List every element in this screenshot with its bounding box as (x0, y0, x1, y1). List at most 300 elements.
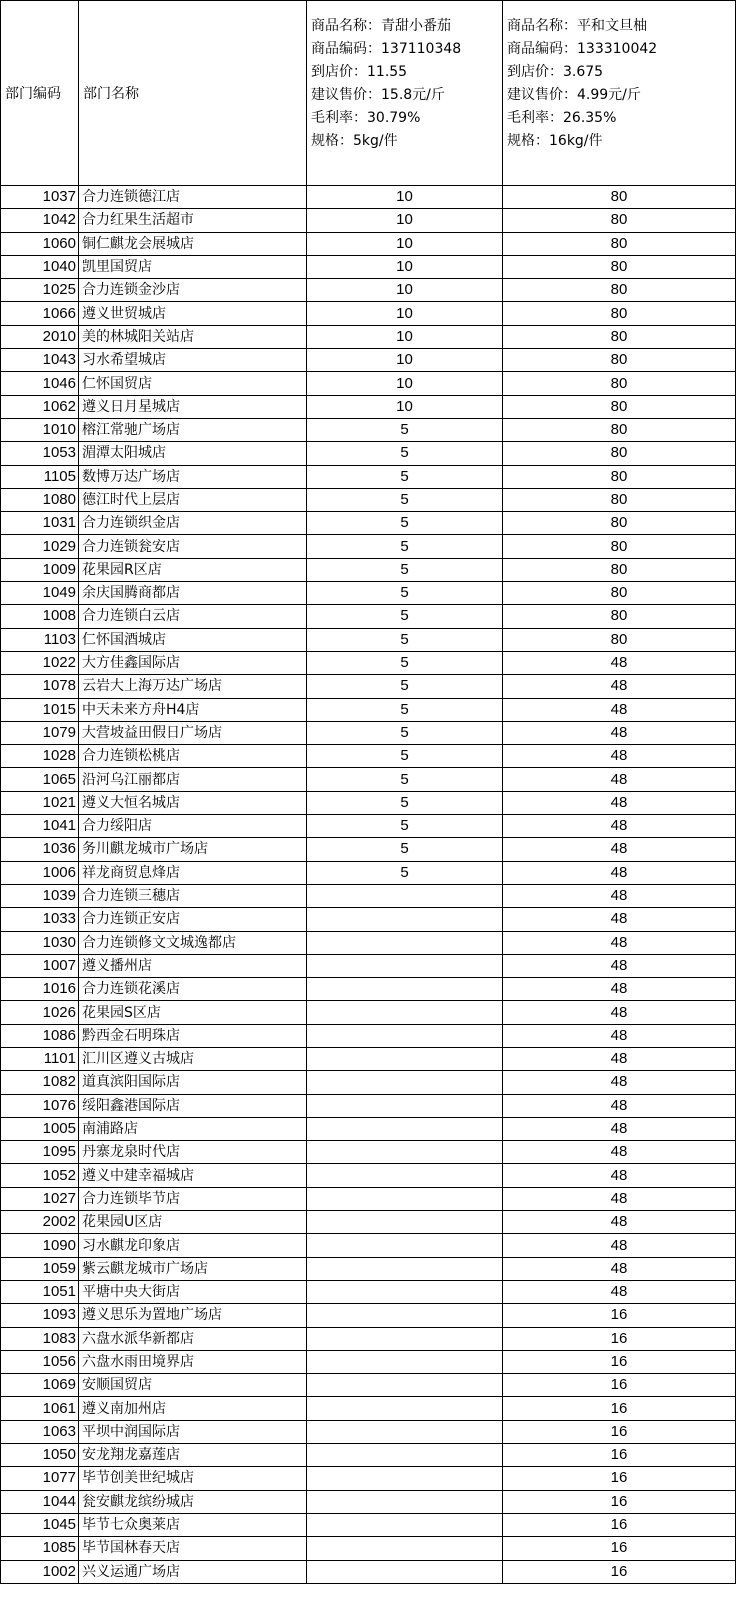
pomelo-qty-cell: 48 (503, 1024, 736, 1047)
tomato-qty-cell: 5 (307, 861, 503, 884)
pomelo-qty-cell: 48 (503, 1047, 736, 1070)
dept-name-cell: 花果园S区店 (79, 1001, 307, 1024)
pomelo-qty-cell: 16 (503, 1560, 736, 1583)
dept-name-cell: 瓮安麒龙缤纷城店 (79, 1490, 307, 1513)
dept-code-cell: 1026 (1, 1001, 79, 1024)
dept-name-cell: 合力连锁德江店 (79, 186, 307, 209)
dept-code-cell: 1056 (1, 1350, 79, 1373)
table-row (1, 675, 736, 698)
dept-code-cell: 1050 (1, 1444, 79, 1467)
dept-code-cell: 1025 (1, 279, 79, 302)
tomato-qty-cell (307, 978, 503, 1001)
dept-code-cell: 1062 (1, 395, 79, 418)
tomato-qty-cell (307, 931, 503, 954)
dept-name-cell: 合力连锁花溪店 (79, 978, 307, 1001)
dept-name-cell: 南浦路店 (79, 1117, 307, 1140)
pomelo-qty-cell: 48 (503, 1187, 736, 1210)
pomelo-qty-cell: 48 (503, 675, 736, 698)
table-row (1, 558, 736, 581)
table-row (1, 418, 736, 441)
tomato-qty-cell: 5 (307, 535, 503, 558)
dept-code-cell: 1085 (1, 1537, 79, 1560)
dept-name-cell: 榕江常驰广场店 (79, 418, 307, 441)
dept-code-cell: 1009 (1, 558, 79, 581)
table-row (1, 1257, 736, 1280)
tomato-qty-cell: 10 (307, 232, 503, 255)
tomato-qty-cell (307, 1327, 503, 1350)
dept-code-cell: 1041 (1, 815, 79, 838)
pomelo-qty-cell: 48 (503, 1094, 736, 1117)
dept-name-cell: 遵义世贸城店 (79, 302, 307, 325)
tomato-qty-cell (307, 1211, 503, 1234)
pomelo-qty-cell: 80 (503, 418, 736, 441)
dept-name-cell: 凯里国贸店 (79, 255, 307, 278)
pomelo-qty-cell: 80 (503, 302, 736, 325)
dept-code-cell: 1061 (1, 1397, 79, 1420)
dept-code-cell: 1101 (1, 1047, 79, 1070)
table-row (1, 488, 736, 511)
dept-code-cell: 1002 (1, 1560, 79, 1583)
dept-code-cell: 1080 (1, 488, 79, 511)
tomato-qty-cell (307, 1117, 503, 1140)
table-row (1, 512, 736, 535)
table-row (1, 442, 736, 465)
tomato-qty-cell (307, 1397, 503, 1420)
dept-name-cell: 遵义思乐为置地广场店 (79, 1304, 307, 1327)
tomato-qty-cell: 5 (307, 838, 503, 861)
dept-code-cell: 1029 (1, 535, 79, 558)
dept-code-cell: 2002 (1, 1211, 79, 1234)
dept-code-cell: 1069 (1, 1374, 79, 1397)
tomato-qty-cell: 5 (307, 605, 503, 628)
dept-code-cell: 1093 (1, 1304, 79, 1327)
dept-code-cell: 1051 (1, 1280, 79, 1303)
dept-code-cell: 1036 (1, 838, 79, 861)
pomelo-qty-cell: 48 (503, 908, 736, 931)
table-row (1, 628, 736, 651)
pomelo-qty-cell: 48 (503, 1001, 736, 1024)
pomelo-qty-cell: 16 (503, 1327, 736, 1350)
table-row (1, 279, 736, 302)
tomato-qty-cell (307, 1094, 503, 1117)
dept-code-cell: 1016 (1, 978, 79, 1001)
product-spec: 规格：5kg/件 (311, 133, 398, 149)
dept-name-cell: 祥龙商贸息烽店 (79, 861, 307, 884)
dept-code-cell: 1022 (1, 651, 79, 674)
dept-name-cell: 六盘水派华新都店 (79, 1327, 307, 1350)
dept-name-cell: 铜仁麒龙会展城店 (79, 232, 307, 255)
tomato-qty-cell (307, 1280, 503, 1303)
dept-name-cell: 汇川区遵义古城店 (79, 1047, 307, 1070)
dept-code-cell: 1090 (1, 1234, 79, 1257)
tomato-qty-cell: 5 (307, 582, 503, 605)
dept-name-cell: 花果园R区店 (79, 558, 307, 581)
dept-name-cell: 云岩大上海万达广场店 (79, 675, 307, 698)
table-row (1, 1164, 736, 1187)
dept-name-cell: 合力连锁毕节店 (79, 1187, 307, 1210)
dept-name-cell: 毕节国林春天店 (79, 1537, 307, 1560)
pomelo-qty-cell: 48 (503, 815, 736, 838)
dept-code-header: 部门编码 (1, 1, 79, 186)
tomato-qty-cell (307, 1560, 503, 1583)
pomelo-qty-cell: 80 (503, 512, 736, 535)
dept-name-cell: 丹寨龙泉时代店 (79, 1141, 307, 1164)
product-store-price: 到店价：3.675 (507, 64, 604, 80)
table-row (1, 325, 736, 348)
tomato-qty-cell (307, 1467, 503, 1490)
pomelo-qty-cell: 80 (503, 465, 736, 488)
dept-name-cell: 兴义运通广场店 (79, 1560, 307, 1583)
dept-name-cell: 平塘中央大街店 (79, 1280, 307, 1303)
product-header-tomato (307, 1, 503, 186)
pomelo-qty-cell: 48 (503, 791, 736, 814)
pomelo-qty-cell: 48 (503, 651, 736, 674)
tomato-qty-cell: 5 (307, 628, 503, 651)
dept-name-cell: 道真滨阳国际店 (79, 1071, 307, 1094)
table-row (1, 908, 736, 931)
table-row (1, 1234, 736, 1257)
tomato-qty-cell (307, 954, 503, 977)
pomelo-qty-cell: 48 (503, 1117, 736, 1140)
tomato-qty-cell (307, 1071, 503, 1094)
dept-name-cell: 沿河乌江丽都店 (79, 768, 307, 791)
table-row (1, 1467, 736, 1490)
tomato-qty-cell: 5 (307, 675, 503, 698)
table-header (1, 1, 736, 186)
tomato-qty-cell: 5 (307, 698, 503, 721)
pomelo-qty-cell: 16 (503, 1537, 736, 1560)
table-row (1, 1420, 736, 1443)
dept-name-cell: 湄潭太阳城店 (79, 442, 307, 465)
table-row (1, 1094, 736, 1117)
pomelo-qty-cell: 16 (503, 1420, 736, 1443)
table-row (1, 1537, 736, 1560)
dept-name-cell: 毕节创美世纪城店 (79, 1467, 307, 1490)
tomato-qty-cell: 10 (307, 349, 503, 372)
dept-name-cell: 习水希望城店 (79, 349, 307, 372)
dept-code-cell: 1037 (1, 186, 79, 209)
dept-name-cell: 仁怀国酒城店 (79, 628, 307, 651)
pomelo-qty-cell: 80 (503, 442, 736, 465)
tomato-qty-cell (307, 1001, 503, 1024)
dept-code-cell: 1052 (1, 1164, 79, 1187)
dept-name-header: 部门名称 (79, 1, 307, 186)
pomelo-qty-cell: 80 (503, 255, 736, 278)
dept-code-cell: 1065 (1, 768, 79, 791)
dept-code-cell: 1105 (1, 465, 79, 488)
pomelo-qty-cell: 48 (503, 931, 736, 954)
tomato-qty-cell: 5 (307, 791, 503, 814)
pomelo-qty-cell: 48 (503, 1071, 736, 1094)
table-row (1, 1327, 736, 1350)
product-suggested-price: 建议售价：15.8元/斤 (311, 87, 445, 103)
dept-name-cell: 毕节七众奥莱店 (79, 1513, 307, 1536)
pomelo-qty-cell: 48 (503, 1164, 736, 1187)
pomelo-qty-cell: 80 (503, 325, 736, 348)
dept-code-cell: 1027 (1, 1187, 79, 1210)
table-row (1, 884, 736, 907)
dept-code-cell: 1076 (1, 1094, 79, 1117)
tomato-qty-cell (307, 1234, 503, 1257)
table-row (1, 815, 736, 838)
dept-name-cell: 中天未来方舟H4店 (79, 698, 307, 721)
table-row (1, 605, 736, 628)
dept-name-cell: 平坝中润国际店 (79, 1420, 307, 1443)
table-row (1, 232, 736, 255)
dept-name-cell: 遵义南加州店 (79, 1397, 307, 1420)
pomelo-qty-cell: 80 (503, 628, 736, 651)
dept-name-cell: 六盘水雨田境界店 (79, 1350, 307, 1373)
dept-name-cell: 遵义中建幸福城店 (79, 1164, 307, 1187)
table-row (1, 1490, 736, 1513)
tomato-qty-cell: 10 (307, 209, 503, 232)
pomelo-qty-cell: 80 (503, 582, 736, 605)
tomato-qty-cell (307, 1350, 503, 1373)
pomelo-qty-cell: 48 (503, 884, 736, 907)
dept-code-cell: 1008 (1, 605, 79, 628)
pomelo-qty-cell: 80 (503, 279, 736, 302)
dept-name-cell: 美的林城阳关站店 (79, 325, 307, 348)
dept-name-cell: 黔西金石明珠店 (79, 1024, 307, 1047)
dept-code-cell: 1030 (1, 931, 79, 954)
table-row (1, 1117, 736, 1140)
table-body (1, 186, 736, 1584)
product-code: 商品编码：133310042 (507, 41, 658, 57)
table-row (1, 931, 736, 954)
tomato-qty-cell (307, 1420, 503, 1443)
table-row (1, 651, 736, 674)
dept-code-cell: 1045 (1, 1513, 79, 1536)
dept-name-cell: 合力连锁松桃店 (79, 745, 307, 768)
dept-code-cell: 2010 (1, 325, 79, 348)
table-row (1, 745, 736, 768)
table-row (1, 1141, 736, 1164)
dept-name-cell: 合力连锁金沙店 (79, 279, 307, 302)
tomato-qty-cell (307, 1187, 503, 1210)
tomato-qty-cell: 5 (307, 651, 503, 674)
tomato-qty-cell: 5 (307, 745, 503, 768)
table-row (1, 954, 736, 977)
table-row (1, 1350, 736, 1373)
dept-code-cell: 1042 (1, 209, 79, 232)
tomato-qty-cell: 10 (307, 302, 503, 325)
dept-name-cell: 务川麒龙城市广场店 (79, 838, 307, 861)
dept-name-cell: 合力绥阳店 (79, 815, 307, 838)
dept-code-cell: 1039 (1, 884, 79, 907)
pomelo-qty-cell: 48 (503, 954, 736, 977)
pomelo-qty-cell: 16 (503, 1467, 736, 1490)
dept-code-cell: 1060 (1, 232, 79, 255)
table-row (1, 1001, 736, 1024)
dept-name-cell: 遵义播州店 (79, 954, 307, 977)
table-row (1, 255, 736, 278)
table-row (1, 1374, 736, 1397)
dept-name-cell: 合力连锁修文文城逸都店 (79, 931, 307, 954)
dept-code-cell: 1006 (1, 861, 79, 884)
dept-code-cell: 1053 (1, 442, 79, 465)
pomelo-qty-cell: 16 (503, 1374, 736, 1397)
tomato-qty-cell (307, 1304, 503, 1327)
dept-name-cell: 仁怀国贸店 (79, 372, 307, 395)
table-row (1, 1304, 736, 1327)
pomelo-qty-cell: 16 (503, 1490, 736, 1513)
dept-name-cell: 合力红果生活超市 (79, 209, 307, 232)
tomato-qty-cell: 5 (307, 558, 503, 581)
tomato-qty-cell: 5 (307, 488, 503, 511)
dept-name-cell: 遵义日月星城店 (79, 395, 307, 418)
table-row (1, 582, 736, 605)
table-row (1, 535, 736, 558)
pomelo-qty-cell: 48 (503, 1211, 736, 1234)
table-row (1, 1211, 736, 1234)
dept-code-cell: 1028 (1, 745, 79, 768)
dept-code-cell: 1015 (1, 698, 79, 721)
pomelo-qty-cell: 80 (503, 209, 736, 232)
dept-code-cell: 1040 (1, 255, 79, 278)
pomelo-qty-cell: 48 (503, 838, 736, 861)
product-name: 商品名称：平和文旦柚 (507, 18, 647, 34)
pomelo-qty-cell: 48 (503, 745, 736, 768)
pomelo-qty-cell: 48 (503, 721, 736, 744)
pomelo-qty-cell: 16 (503, 1397, 736, 1420)
dept-name-cell: 花果园U区店 (79, 1211, 307, 1234)
table-row (1, 349, 736, 372)
dept-name-cell: 习水麒龙印象店 (79, 1234, 307, 1257)
product-store-price: 到店价：11.55 (311, 64, 408, 80)
tomato-qty-cell: 5 (307, 815, 503, 838)
product-code: 商品编码：137110348 (311, 41, 462, 57)
dept-code-cell: 1044 (1, 1490, 79, 1513)
table-row (1, 372, 736, 395)
pomelo-qty-cell: 48 (503, 1280, 736, 1303)
tomato-qty-cell (307, 1444, 503, 1467)
dept-code-cell: 1046 (1, 372, 79, 395)
pomelo-qty-cell: 48 (503, 861, 736, 884)
tomato-qty-cell: 10 (307, 186, 503, 209)
dept-code-cell: 1079 (1, 721, 79, 744)
table-row (1, 721, 736, 744)
tomato-qty-cell: 5 (307, 465, 503, 488)
tomato-qty-cell (307, 1047, 503, 1070)
tomato-qty-cell: 10 (307, 395, 503, 418)
dept-code-cell: 1059 (1, 1257, 79, 1280)
dept-code-cell: 1043 (1, 349, 79, 372)
dept-code-cell: 1007 (1, 954, 79, 977)
dept-name-cell: 德江时代上层店 (79, 488, 307, 511)
pomelo-qty-cell: 16 (503, 1350, 736, 1373)
dept-code-cell: 1082 (1, 1071, 79, 1094)
dept-name-cell: 合力连锁瓮安店 (79, 535, 307, 558)
tomato-qty-cell (307, 908, 503, 931)
pomelo-qty-cell: 80 (503, 605, 736, 628)
tomato-qty-cell: 5 (307, 721, 503, 744)
table-row (1, 302, 736, 325)
dept-name-cell: 大方佳鑫国际店 (79, 651, 307, 674)
tomato-qty-cell: 10 (307, 325, 503, 348)
pomelo-qty-cell: 48 (503, 768, 736, 791)
tomato-qty-cell (307, 1374, 503, 1397)
tomato-qty-cell (307, 1537, 503, 1560)
dept-name-cell: 合力连锁织金店 (79, 512, 307, 535)
pomelo-qty-cell: 48 (503, 978, 736, 1001)
tomato-qty-cell: 5 (307, 418, 503, 441)
pomelo-qty-cell: 48 (503, 1141, 736, 1164)
dept-code-cell: 1078 (1, 675, 79, 698)
dept-code-cell: 1095 (1, 1141, 79, 1164)
product-name: 商品名称：青甜小番茄 (311, 18, 451, 34)
dept-code-cell: 1066 (1, 302, 79, 325)
table-row (1, 1071, 736, 1094)
table-row (1, 1280, 736, 1303)
pomelo-qty-cell: 16 (503, 1444, 736, 1467)
pomelo-qty-cell: 80 (503, 372, 736, 395)
tomato-qty-cell (307, 884, 503, 907)
header-row (1, 1, 736, 186)
product-margin: 毛利率：30.79% (311, 110, 421, 126)
table-row (1, 861, 736, 884)
dept-code-cell: 1010 (1, 418, 79, 441)
table-row (1, 791, 736, 814)
table-row (1, 186, 736, 209)
table-row (1, 1560, 736, 1583)
table-row (1, 978, 736, 1001)
product-suggested-price: 建议售价：4.99元/斤 (507, 87, 641, 103)
table-row (1, 1024, 736, 1047)
dept-name-cell: 安龙翔龙嘉莲店 (79, 1444, 307, 1467)
dept-code-cell: 1021 (1, 791, 79, 814)
dept-name-cell: 余庆国腾商都店 (79, 582, 307, 605)
pomelo-qty-cell: 48 (503, 698, 736, 721)
tomato-qty-cell (307, 1141, 503, 1164)
dept-name-cell: 遵义大恒名城店 (79, 791, 307, 814)
dept-code-cell: 1031 (1, 512, 79, 535)
table-row (1, 209, 736, 232)
pomelo-qty-cell: 80 (503, 349, 736, 372)
product-margin: 毛利率：26.35% (507, 110, 617, 126)
dept-code-cell: 1083 (1, 1327, 79, 1350)
tomato-qty-cell (307, 1257, 503, 1280)
dept-name-cell: 合力连锁正安店 (79, 908, 307, 931)
tomato-qty-cell (307, 1164, 503, 1187)
table-row (1, 465, 736, 488)
pomelo-qty-cell: 48 (503, 1257, 736, 1280)
pomelo-qty-cell: 80 (503, 558, 736, 581)
table-row (1, 1444, 736, 1467)
dept-name-cell: 大营坡益田假日广场店 (79, 721, 307, 744)
dept-code-cell: 1077 (1, 1467, 79, 1490)
table-row (1, 768, 736, 791)
dept-code-cell: 1033 (1, 908, 79, 931)
dept-name-cell: 合力连锁三穗店 (79, 884, 307, 907)
table-row (1, 1513, 736, 1536)
table-row (1, 698, 736, 721)
dept-code-cell: 1086 (1, 1024, 79, 1047)
pomelo-qty-cell: 48 (503, 1234, 736, 1257)
tomato-qty-cell: 5 (307, 768, 503, 791)
pomelo-qty-cell: 16 (503, 1513, 736, 1536)
dept-code-cell: 1049 (1, 582, 79, 605)
tomato-qty-cell (307, 1513, 503, 1536)
pomelo-qty-cell: 80 (503, 186, 736, 209)
dept-name-cell: 数博万达广场店 (79, 465, 307, 488)
product-spec: 规格：16kg/件 (507, 133, 603, 149)
tomato-qty-cell (307, 1024, 503, 1047)
table-row (1, 1047, 736, 1070)
table-row (1, 838, 736, 861)
table-row (1, 395, 736, 418)
tomato-qty-cell: 10 (307, 372, 503, 395)
table-row (1, 1397, 736, 1420)
